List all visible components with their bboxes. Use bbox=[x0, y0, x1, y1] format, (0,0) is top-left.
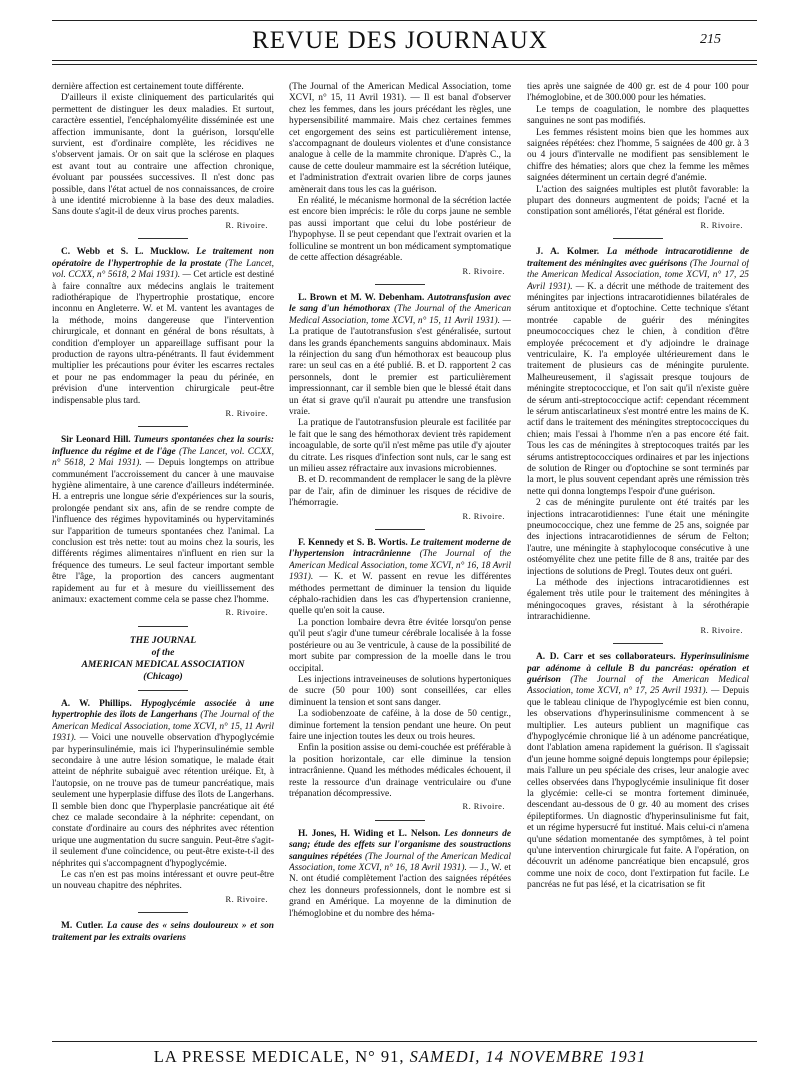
article-title: Les donneurs de sang; étude des effets sur l'organisme des soustractions sanguines répétées bbox=[289, 828, 511, 862]
article-kennedy bbox=[289, 538, 511, 618]
page-footer bbox=[0, 1047, 800, 1067]
footer-rule bbox=[52, 1041, 757, 1042]
journal-heading-line: AMERICAN MEDICAL ASSOCIATION bbox=[81, 658, 245, 670]
signature: R. Rivoire. bbox=[225, 408, 268, 418]
separator bbox=[138, 238, 188, 239]
article-title: La méthode intracarotidienne de traitement des méningites avec guérisons bbox=[527, 247, 749, 269]
separator bbox=[613, 643, 663, 644]
signature: R. Rivoire. bbox=[225, 220, 268, 230]
article-carr bbox=[527, 652, 749, 892]
column-1 bbox=[52, 82, 274, 1037]
column-2 bbox=[289, 82, 511, 1037]
separator bbox=[138, 426, 188, 427]
signature: R. Rivoire. bbox=[225, 608, 268, 618]
top-rule bbox=[52, 20, 757, 21]
page-number: 215 bbox=[700, 32, 721, 47]
paragraph: La sodiobenzoate de caféine, à la dose de 50 centigr., diminue fortement la tension pendant une heure. On peut faire une injection toutes les deux ou trois heures. bbox=[289, 709, 511, 742]
signature: R. Rivoire. bbox=[700, 220, 743, 230]
separator bbox=[613, 238, 663, 239]
paragraph: (The Journal of the American Medical Association, tome XCVI, n° 15, 11 Avril 1931). — Il est banal d'observer chez les femmes, dans les jours précédant les règles, une hypersensibilité mammaire. Mais chez certaines femmes cet engorgement des seins est particulièrement intense, s'accompagnant de douleurs violentes et d'une consistance analogue à celle de la mammite chronique. D'après C., la cause de cette douleur mammaire est la sécrétion lutéique, et l'administration d'extrait ovarien libre de corps jaunes amènerait dans tous les cas la guérison. bbox=[289, 82, 511, 195]
journal-heading-line: (Chicago) bbox=[143, 670, 183, 682]
article-hill bbox=[52, 435, 274, 606]
article-authors: L. Brown et M. W. Debenham. bbox=[298, 292, 425, 303]
article-body: Depuis longtemps on attribue communément l'accroissement du cancer à une mauvaise hygiène alimentaire, à une carence d'ailleurs indéterminée. H. a entrepris une longue série d'expériences sur la souris, prolongée pendant six ans, afin de se rendre compte de l'influence des régimes hypovitaminés ou hypervitaminés sur l'apparition de tumeurs spontanées chez l'animal. La conclusion est très nette: tout au moins chez la souris, les différents régimes alimentaires n'influent en rien sur la fréquence des tumeurs. Le seul facteur important semble être l'âge, la proportion des cancers augmentant rapidement au fur et à mesure du vieillissement des animaux: exactement comme cela se passe chez l'homme. bbox=[52, 458, 274, 606]
article-webb bbox=[52, 247, 274, 407]
article-reference: (The Journal of the American Medical Association, tome XCVI, n° 17, 25 Avril 1931). — bbox=[527, 258, 749, 292]
journal-heading-line: of the bbox=[151, 646, 175, 658]
header-rule-lower bbox=[52, 64, 757, 65]
article-title: La cause des « seins douloureux » et son traitement par les extraits ovariens bbox=[52, 921, 274, 943]
signature: R. Rivoire. bbox=[700, 625, 743, 635]
paragraph: D'ailleurs il existe cliniquement des particularités qui permettent de distinguer les deux maladies. Et surtout, caractère essentiel, l'encéphalomyélite disséminée est une affection immunisante, dont la guérison, lorsqu'elle survient, est d'ordinaire complète, les récidives ne s'observent jamais. Or on sait que la sclérose en plaques est avant tout au contraire une affection chronique, évoluant par poussées successives. Il n'est donc pas possible, dans l'état actuel de nos connaissances, de croire à une identité microbienne à la base des deux maladies. Sans doute s'agit-il de deux virus proches parents. bbox=[52, 93, 274, 218]
paragraph: Les injections intraveineuses de solutions hypertoniques de sucre (50 pour 100) sont conseillées, car elles diminuent la tension et sont sans danger. bbox=[289, 674, 511, 708]
separator bbox=[138, 626, 188, 627]
article-reference: (The Journal of the American Medical Association, tome XCVI, n° 15, 11 Avril 1931). — bbox=[289, 304, 511, 326]
article-body: J., W. et N. ont étudié complètement l'action des saignées répétées chez les donneurs professionnels, dont le nombre est si grand en Amérique. La moyenne de la diminution de l'hémoglobine et du nombre des héma- bbox=[289, 863, 511, 919]
signature: R. Rivoire. bbox=[462, 266, 505, 276]
article-body: K. et W. passent en revue les différentes méthodes permettant de diminuer la tension du liquide céphalo-rachidien dans les cas d'hypertension cranienne, quelle qu'en soit la cause. bbox=[289, 572, 511, 617]
article-reference: (The Lancet, vol. CCXX, n° 5618, 2 Mai 1931). — bbox=[52, 446, 274, 469]
signature: R. Rivoire. bbox=[225, 894, 268, 904]
paragraph: Le cas n'en est pas moins intéressant et ouvre peut-être un nouveau chapitre des néphrites. bbox=[52, 869, 274, 892]
article-cutler bbox=[52, 921, 274, 944]
article-authors: Sir Leonard Hill. bbox=[61, 435, 131, 446]
article-authors: H. Jones, H. Widing et L. Nelson. bbox=[298, 828, 441, 839]
article-reference: (The Journal of the American Medical Association, tome XCVI, n° 16, 18 Avril 1931). — bbox=[289, 851, 511, 873]
paragraph: B. et D. recommandent de remplacer le sang de la plèvre par de l'air, afin de diminuer les risques de récidive de l'hémorragie. bbox=[289, 475, 511, 509]
paragraph: La pratique de l'autotransfusion pleurale est facilitée par le fait que le sang des hémothorax devient très rapidement incoagulable, de sorte qu'il n'est même pas utile d'y ajouter du citrate. Les risques d'infection sont nuls, car le sang est un milieu assez réfractaire aux invasions microbiennes. bbox=[289, 418, 511, 474]
footer-date: SAMEDI, 14 NOVEMBRE 1931 bbox=[409, 1047, 647, 1066]
article-reference: (The Lancet, vol. CCXX, n° 5618, 2 Mai 1931). — bbox=[52, 258, 274, 281]
article-body: Depuis que le tableau clinique de l'hypoglycémie est bien connu, les observations d'hyperinsulinisme commencent à se multiplier. Les auteurs publient un magnifique cas d'hypoglycémie chronique lié à un adénome pancréatique, dont l'ablation amena rapidement la guérison. Il s'agissait d'un jeune homme soigné depuis longtemps pour épilepsie; mais l'allure un peu spéciale des crises, leur analogie avec celles observées dans l'hypoglycémie insulinique fit doser la glycémie: celle-ci se montra fortement diminuée, descendant au-dessous de 0 gr. 40 au moment des crises épileptiformes. Un diagnostic d'hyperinsulinisme fut fait, et un régime hypersucré fut institué. Mais celui-ci n'amena qu'une sédation momentanée des symptômes, à tel point qu'une intervention chirurgicale fut faite. A l'opération, on découvrit un adénome pancréatique bien encapsulé, gros comme une noix de coco, dont l'extirpation fut facile. Le pancréas ne fut pas lésé, et la cicatrisation se fit bbox=[527, 686, 749, 891]
article-jones bbox=[289, 829, 511, 920]
paragraph: dernière affection est certainement toute différente. bbox=[52, 82, 244, 92]
paragraph: ties après une saignée de 400 gr. est de 4 pour 100 pour l'hémoglobine, et de 300.000 pour les hématies. bbox=[527, 82, 749, 104]
article-authors: F. Kennedy et S. B. Wortis. bbox=[298, 538, 408, 549]
paragraph: La ponction lombaire devra être évitée lorsqu'on pense qu'il peut s'agir d'une tumeur cérébrale localisée à la fosse postérieure ou au 3e ventricule, à cause de la possibilité de mort subite par compression de la moelle dans le trou occipital. bbox=[289, 617, 511, 674]
article-body: Voici une nouvelle observation d'hypoglycémie par hyperinsulinémie, mais ici l'hyperinsulinémie semble secondaire à une autre lésion somatique, le malade était atteint de néphrite subaiguë avec rétention uréique. Et, à l'autopsie, on ne trouve pas de tumeur pancréatique, mais seulement une hyperplasie diffuse des îlots de Langerhans. Il semble bien donc que l'hyperplasie pancréatique ait été chez ce malade secondaire à la néphrite: cependant, on constate d'ordinaire au cours des néphrites avec rétention urique une augmentation du sucre sanguin. Peut-être s'agit-il seulement d'une coïncidence, ou peut-être existe-t-il des néphrites qui s'accompagnent d'hypoglycémie. bbox=[52, 733, 274, 869]
paragraph: Enfin la position assise ou demi-couchée est préférable à la position horizontale, car elle diminue la tension intracrânienne. Quand les méthodes médicales échouent, il reste la ressource d'un drainage ventriculaire ou d'une trépanation décompressive. bbox=[289, 743, 511, 799]
article-title: Hypoglycémie associée à une hypertrophie des îlots de Langerhans bbox=[52, 698, 274, 721]
article-authors: A. D. Carr et ses collaborateurs. bbox=[536, 652, 676, 663]
article-title: Hyperinsulinisme par adénome à cellule B du pancréas: opération et guérison bbox=[527, 652, 749, 685]
article-body: K. a décrit une méthode de traitement des méningites par injections intracarotidiennes bilatérales de sérum antitoxique et d'optochine. Cette technique s'étant montrée capable de guérir des méningites pneumococciques chez le chien, à condition d'être employée précocement et d'y adjoindre le drainage ventriculaire, K. l'a employée ultérieurement dans le traitement de plusieurs cas de méningite purulente. Malheureusement, il s'agissait presque toujours de méningite streptococcique, et l'on sait qu'il n'existe guère de sérum anti-streptococcique actif: cependant récemment le sérum antiscarlatineux s'est montré entre les mains de K. actif dans le traitement des méningites streptococciques du chien; mais l'essai à l'homme n'en a pas encore été fait. Tous les cas de méningites à streptocoques traités par les sérums antistreptococciques ordinaires et par les injections de solution de Ringer ou d'optochine se sont terminés par la mort, le plus souvent cependant après une rémission très nette qui donna longtemps l'espoir d'une guérison. bbox=[527, 281, 749, 497]
article-title: Le traitement non opératoire de l'hypertrophie de la prostate bbox=[52, 247, 274, 269]
paragraph: L'action des saignées multiples est plutôt favorable: la plupart des donneurs augmentent de poids; l'acné et la constipation sont améliorés, l'état général est floride. bbox=[527, 184, 749, 218]
article-kolmer bbox=[527, 247, 749, 498]
signature: R. Rivoire. bbox=[462, 511, 505, 521]
article-authors: M. Cutler. bbox=[61, 921, 104, 932]
separator bbox=[138, 690, 188, 691]
footer-journal: LA PRESSE MEDICALE, N° 91, bbox=[153, 1047, 405, 1066]
article-authors: A. W. Phillips. bbox=[61, 698, 132, 709]
separator bbox=[138, 912, 188, 913]
page-header-title: REVUE DES JOURNAUX bbox=[252, 27, 548, 54]
paragraph: La méthode des injections intracarotidiennes est également très utile pour le traitement des méningites à méningocoques graves, résistant à la sérothérapie intrarachidienne. bbox=[527, 578, 749, 623]
separator bbox=[375, 820, 425, 821]
header-rule-upper bbox=[52, 60, 757, 61]
article-reference: (The Journal of the American Medical Association, tome XCVI, n° 17, 25 Avril 1931). — bbox=[527, 674, 749, 697]
article-reference: (The Journal of the American Medical Association, tome XCVI, n° 16, 18 Avril 1931). — bbox=[289, 549, 511, 583]
article-body: La pratique de l'autotransfusion s'est généralisée, surtout dans les grands épanchements sanguins abdominaux. Mais la réinjection du sang d'un hémothorax est beaucoup plus rare: un seul cas en a été publié. B. et D. rapportent 2 cas personnels, dont le premier est particulièrement impressionnant, car il semble bien que le blessé était dans un état si grave qu'il n'aurait pu attendre une transfusion vraie. bbox=[289, 327, 511, 417]
journal-heading bbox=[52, 635, 274, 683]
article-reference: (The Journal of the American Medical Association, tome XCVI, n° 15, 11 Avril 1931). — bbox=[52, 710, 274, 744]
article-body: Cet article est destiné à faire connaître aux médecins anglais le traitement radiothérapique de l'hypertrophie prostatique, encore inconnu en Angleterre. W. et M. vantent les avantages de la méthode, moins dangereuse que l'intervention chirurgicale, et donnant en général de bons résultats, à condition d'employer un appareillage suffisant pour la production de rayons ultra-pénétrants. Il faut évidemment multiplier les précautions pour éviter les escarres rectales et pour ne pas endommager la peau du périnée, en prévision d'une intervention chirurgicale peut-être indispensable plus tard. bbox=[52, 270, 274, 406]
article-title: Tumeurs spontanées chez la souris: influence du régime et de l'âge bbox=[52, 435, 274, 457]
article-title: Le traitement moderne de l'hypertension intracrânienne bbox=[289, 538, 511, 560]
paragraph: Le temps de coagulation, le nombre des plaquettes sanguines ne sont pas modifiés. bbox=[527, 104, 749, 127]
article-title: Autotransfusion avec le sang d'un hémothorax bbox=[289, 292, 511, 315]
article-authors: C. Webb et S. L. Mucklow. bbox=[61, 247, 190, 258]
column-3 bbox=[527, 82, 749, 1037]
paragraph: 2 cas de méningite purulente ont été traités par les injections intracarotidiennes: l'une était une méningite pneumococcique, chez une femme de 25 ans, soignée par des injections intracarotidiennes de sérum de Felton; l'autre, une méningite à staphylocoque consécutive à une ostéomyélite chez une petite fille de 8 ans, traitée par des injections de solutions de Pregl. Toutes deux ont guéri. bbox=[527, 498, 749, 577]
article-phillips bbox=[52, 699, 274, 870]
signature: R. Rivoire. bbox=[462, 802, 505, 812]
article-brown bbox=[289, 293, 511, 418]
separator bbox=[375, 284, 425, 285]
article-authors: J. A. Kolmer. bbox=[536, 247, 600, 258]
separator bbox=[375, 529, 425, 530]
paragraph: En réalité, le mécanisme hormonal de la sécrétion lactée est encore bien imprécis: le rôle du corps jaune ne semble pas aussi important que celui du lobe postérieur de l'hypophyse. Il se peut cependant que l'extrait ovarien et la folliculine se montrent un bon médicament symptomatique de cette affection désagréable. bbox=[289, 196, 511, 264]
paragraph: Les femmes résistent moins bien que les hommes aux saignées répétées: chez l'homme, 5 saignées de 400 gr. à 3 ou 4 jours d'intervalle ne modifient pas sensiblement le chiffre des hématies; alors que chez la femme les mêmes saignées déterminent un certain degré d'anémie. bbox=[527, 127, 749, 184]
journal-heading-line: THE JOURNAL bbox=[129, 634, 197, 646]
